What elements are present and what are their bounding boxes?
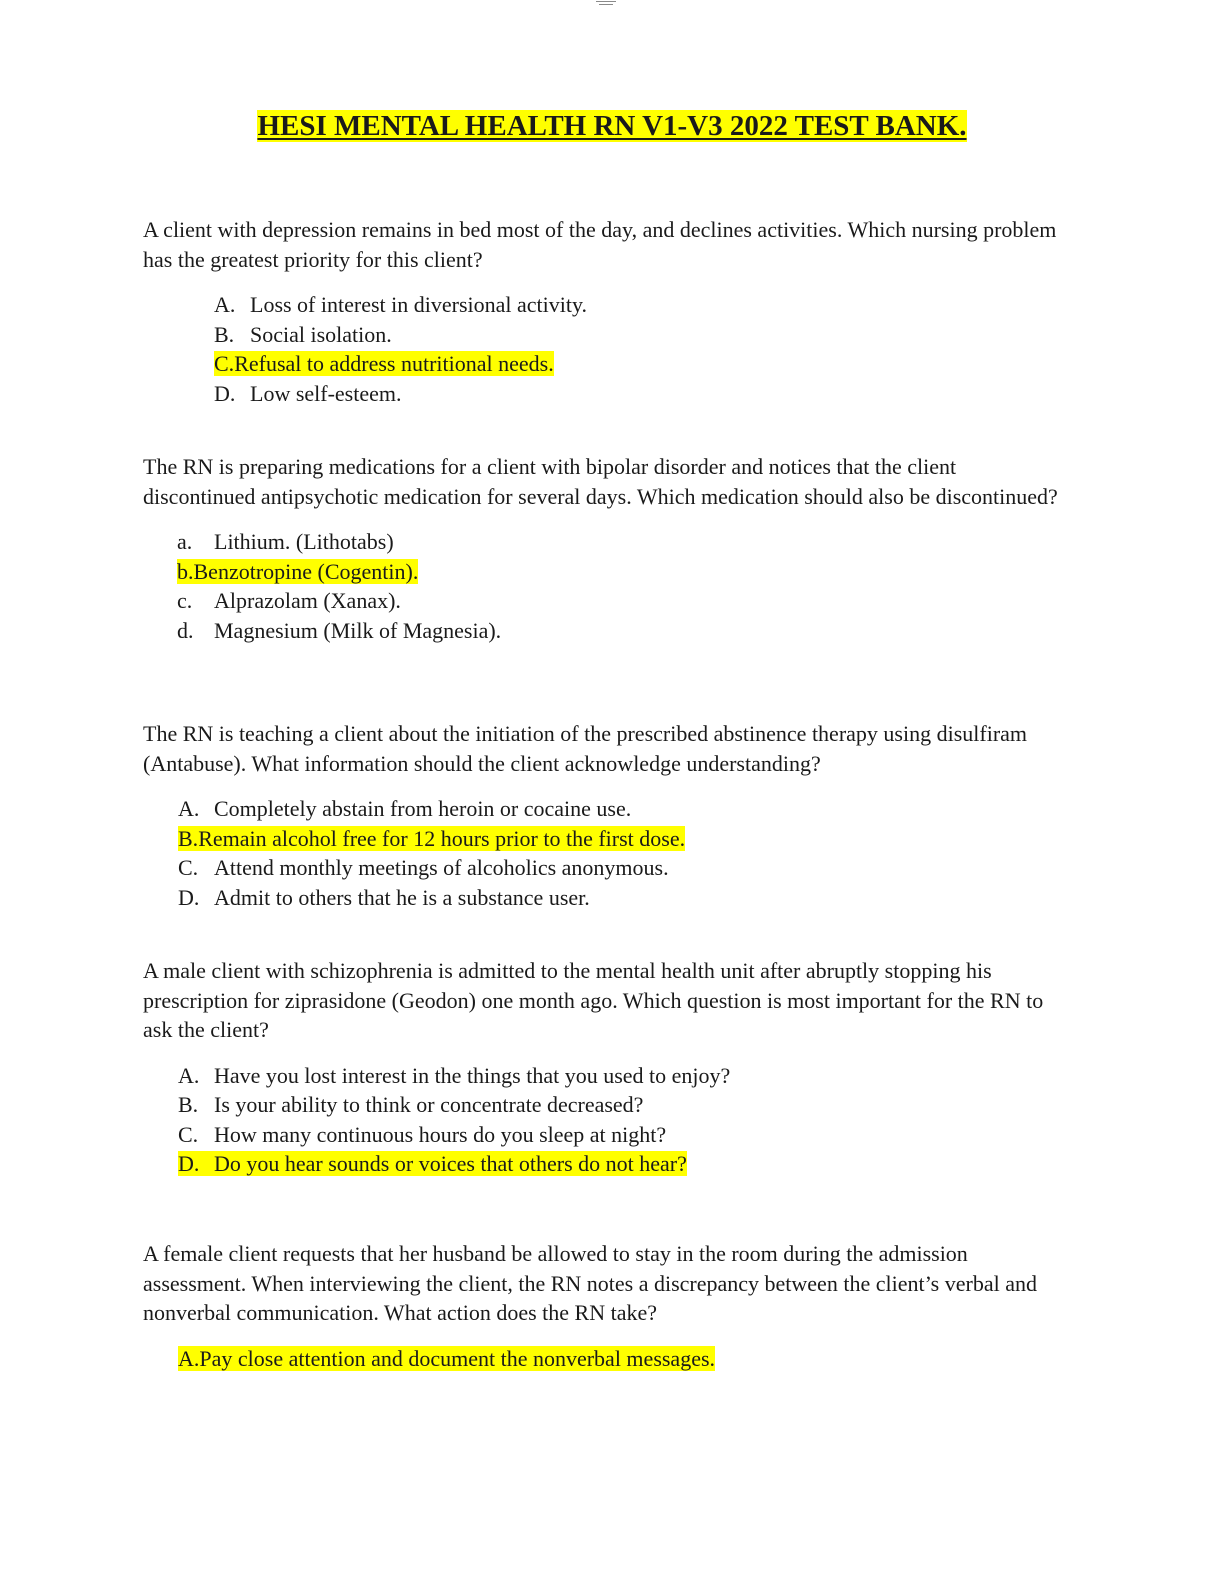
document-title [0, 109, 1224, 143]
answer-options [143, 290, 1063, 408]
option-text: Magnesium (Milk of Magnesia). [214, 617, 502, 643]
option-text: Lithium. (Lithotabs) [214, 529, 394, 554]
option-letter: B. [214, 321, 235, 347]
option-letter: A. [214, 292, 236, 317]
answer-option [177, 527, 1063, 557]
page-top-mark [594, 0, 618, 6]
answer-option [214, 379, 1063, 409]
option-text: Refusal to address nutritional needs. [234, 351, 554, 376]
option-text: Remain alcohol free for 12 hours prior to the first dose. [198, 825, 686, 851]
option-letter: D. [178, 884, 200, 910]
answer-option [214, 290, 1063, 320]
option-text: How many continuous hours do you sleep at night? [214, 1121, 667, 1147]
option-letter: b. [177, 558, 194, 584]
answer-options [143, 794, 1063, 912]
option-text: Loss of interest in diversional activity. [250, 292, 588, 317]
option-text: Social isolation. [250, 321, 392, 347]
option-letter: C. [178, 855, 199, 880]
correct-answer-highlight [214, 351, 554, 376]
option-text: Admit to others that he is a substance user. [214, 884, 590, 910]
option-letter: A. [178, 1062, 200, 1088]
option-text: Is your ability to think or concentrate decreased? [214, 1092, 644, 1117]
question-stem: A male client with schizophrenia is admitted to the mental health unit after abruptly stopping his prescription for ziprasidone (Geodon) one month ago. Which question is most important for the RN to ask the client? [143, 958, 1044, 1042]
question-stem: A client with depression remains in bed most of the day, and declines activities. Which nursing problem has the greatest priority for this client? [143, 217, 1057, 272]
answer-option [178, 853, 1063, 883]
option-text: Benzotropine (Cogentin). [193, 558, 419, 584]
answer-option-correct [178, 1344, 1063, 1374]
option-text: Have you lost interest in the things that you used to enjoy? [214, 1062, 731, 1088]
question-1 [143, 215, 1063, 408]
answer-option [178, 883, 1063, 913]
option-text: Pay close attention and document the nonverbal messages. [199, 1345, 716, 1371]
answer-option [178, 1061, 1063, 1091]
option-letter: C. [178, 1121, 199, 1147]
answer-option-correct [214, 349, 1063, 379]
question-stem: A female client requests that her husband be allowed to stay in the room during the admission assessment. When interviewing the client, the RN notes a discrepancy between the client’s verbal and nonverbal communication. What action does the RN take? [143, 1241, 1037, 1325]
question-2 [143, 452, 1063, 645]
document-title-text: HESI MENTAL HEALTH RN V1-V3 2022 TEST BANK. [257, 110, 967, 142]
option-letter: d. [177, 617, 194, 643]
correct-answer-highlight [178, 1346, 715, 1371]
option-letter: C. [214, 351, 235, 376]
option-letter: D. [214, 380, 236, 406]
answer-option-correct [177, 557, 1063, 587]
question-4 [143, 956, 1063, 1179]
option-text: Do you hear sounds or voices that others do not hear? [214, 1151, 687, 1176]
option-letter: c. [177, 588, 193, 613]
question-3 [143, 719, 1063, 912]
question-stem: The RN is preparing medications for a client with bipolar disorder and notices that the client discontinued antipsychotic medication for several days. Which medication should also be discontinued? [143, 454, 1058, 509]
answer-option [178, 1090, 1063, 1120]
option-letter: B. [178, 1092, 199, 1117]
answer-option-correct [178, 1149, 1063, 1179]
option-text: Low self-esteem. [250, 380, 402, 406]
correct-answer-highlight [177, 559, 418, 584]
answer-option [214, 320, 1063, 350]
answer-options [143, 527, 1063, 645]
correct-answer-highlight [178, 826, 685, 851]
option-text: Completely abstain from heroin or cocaine use. [214, 796, 632, 821]
answer-options [143, 1344, 1063, 1374]
answer-option [177, 616, 1063, 646]
answer-option [178, 1120, 1063, 1150]
answer-options [143, 1061, 1063, 1179]
option-letter: B. [178, 825, 199, 851]
option-letter: a. [177, 529, 193, 554]
question-stem: The RN is teaching a client about the initiation of the prescribed abstinence therapy using disulfiram (Antabuse). What information should the client acknowledge understanding? [143, 721, 1028, 776]
question-5 [143, 1239, 1063, 1373]
option-text: Alprazolam (Xanax). [214, 588, 401, 613]
answer-option [177, 586, 1063, 616]
correct-answer-highlight [178, 1151, 687, 1176]
answer-option [178, 794, 1063, 824]
option-letter: A. [178, 1345, 200, 1371]
answer-option-correct [178, 824, 1063, 854]
option-letter: D. [178, 1151, 200, 1176]
option-letter: A. [178, 796, 200, 821]
option-text: Attend monthly meetings of alcoholics anonymous. [214, 855, 669, 880]
